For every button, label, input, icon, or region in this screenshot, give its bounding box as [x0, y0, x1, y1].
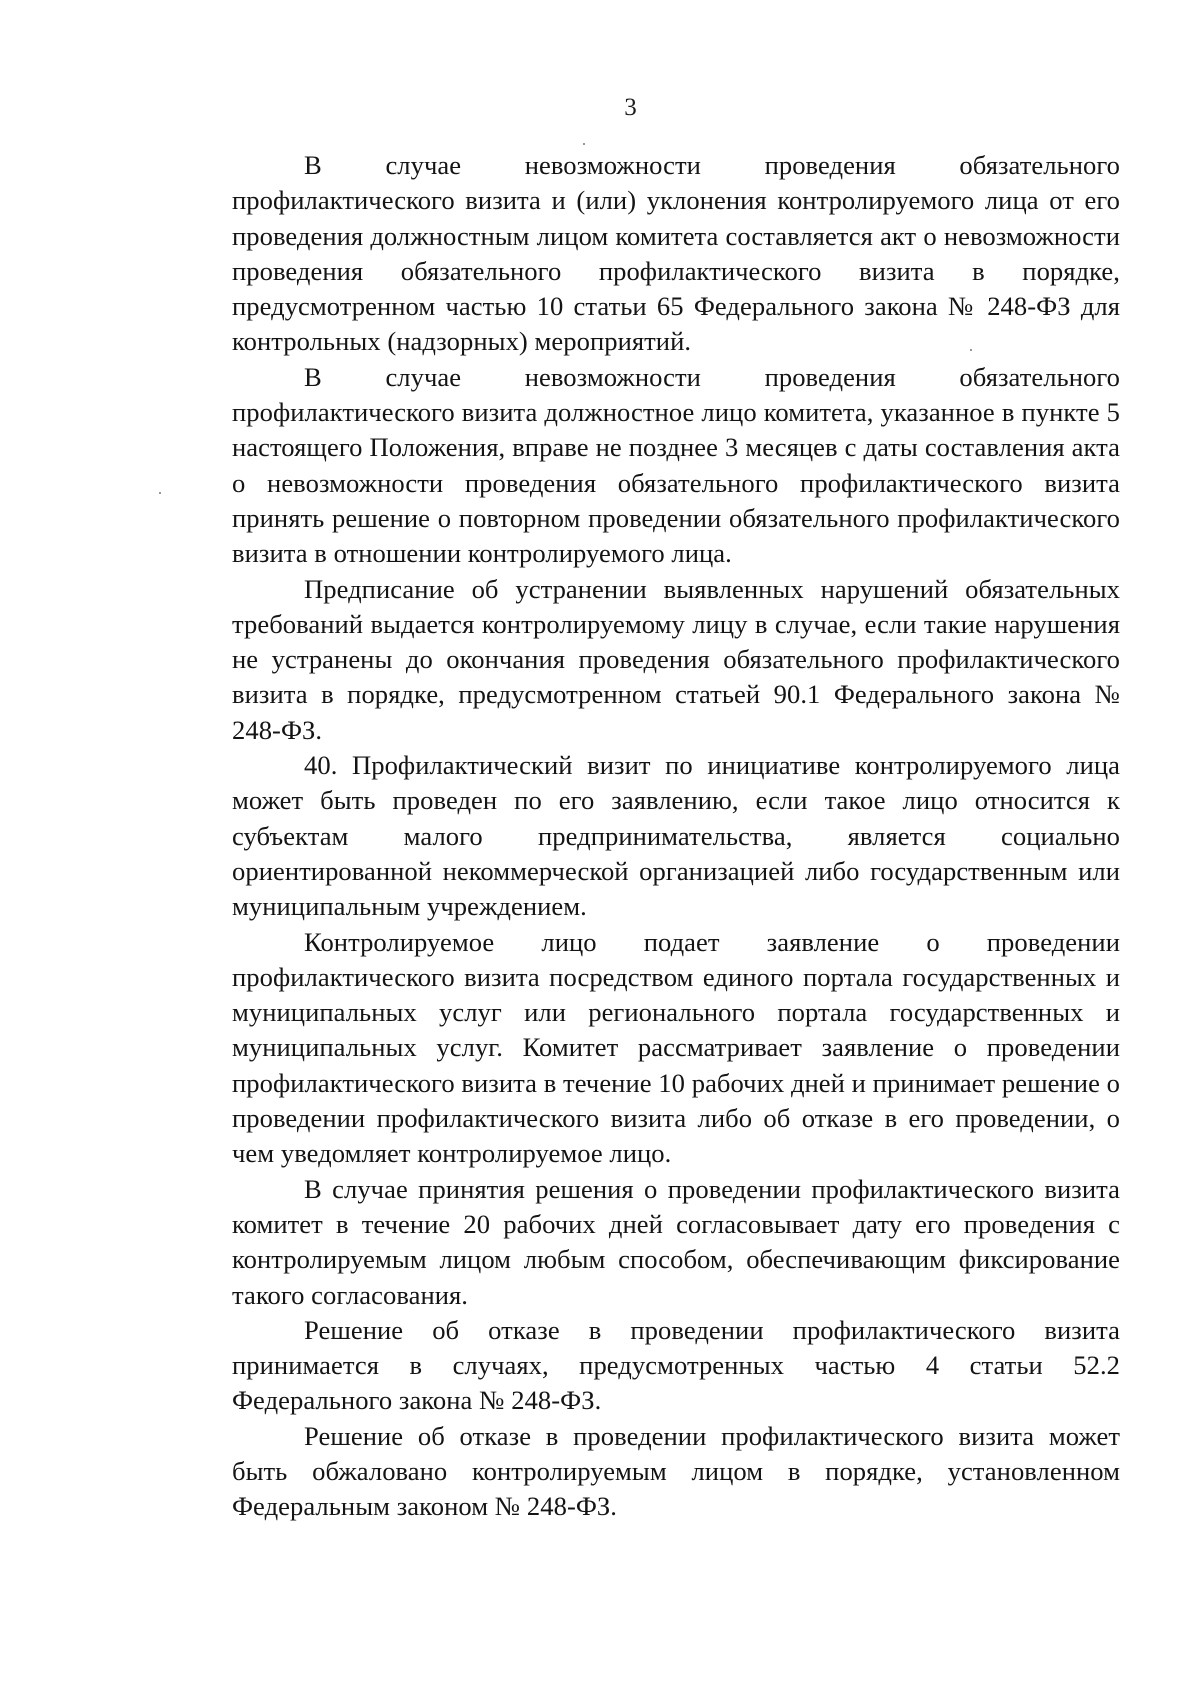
- document-body: [232, 148, 1120, 1525]
- scan-speck: [159, 492, 161, 494]
- paragraph-3: Предписание об устранении выявленных нарушений обязательных требований выдается контролируемому лицу в случае, если такие нарушения не устранены до окончания проведения обязательного профилактического визита в порядке, предусмотренном статьей 90.1 Федерального закона № 248-ФЗ.: [232, 573, 1120, 745]
- scan-speck: [970, 349, 972, 351]
- page-number: 3: [624, 94, 637, 121]
- paragraph-7: Решение об отказе в проведении профилактического визита принимается в случаях, предусмотренных частью 4 статьи 52.2 Федерального закона № 248-ФЗ.: [232, 1314, 1120, 1416]
- paragraph-8: Решение об отказе в проведении профилактического визита может быть обжаловано контролируемым лицом в порядке, установленном Федеральным законом № 248-ФЗ.: [232, 1420, 1120, 1522]
- paragraph-5: Контролируемое лицо подает заявление о проведении профилактического визита посредством единого портала государственных и муниципальных услуг или регионального портала государственных и муниципальных услуг. Комитет рассматривает заявление о проведении профилактического визита в течение 10 рабочих дней и принимает решение о проведении профилактического визита либо об отказе в его проведении, о чем уведомляет контролируемое лицо.: [232, 926, 1120, 1169]
- scan-speck: [583, 143, 585, 145]
- paragraph-2: В случае невозможности проведения обязательного профилактического визита должностное лицо комитета, указанное в пункте 5 настоящего Положения, вправе не позднее 3 месяцев с даты составления акта о невозможности проведения обязательного профилактического визита принять решение о повторном проведении обязательного профилактического визита в отношении контролируемого лица.: [232, 361, 1120, 569]
- paragraph-1: В случае невозможности проведения обязательного профилактического визита и (или) уклонения контролируемого лица от его проведения должностным лицом комитета составляется акт о невозможности проведения обязательного профилактического визита в порядке, предусмотренном частью 10 статьи 65 Федерального закона № 248-ФЗ для контрольных (надзорных) мероприятий.: [232, 150, 1120, 357]
- paragraph-4: 40. Профилактический визит по инициативе контролируемого лица может быть проведен по его заявлению, если такое лицо относится к субъектам малого предпринимательства, является социально ориентированной некоммерческой организацией либо государственным или муниципальным учреждением.: [232, 750, 1120, 922]
- paragraph-6: В случае принятия решения о проведении профилактического визита комитет в течение 20 рабочих дней согласовывает дату его проведения с контролируемым лицом любым способом, обеспечивающим фиксирование такого согласования.: [232, 1173, 1120, 1310]
